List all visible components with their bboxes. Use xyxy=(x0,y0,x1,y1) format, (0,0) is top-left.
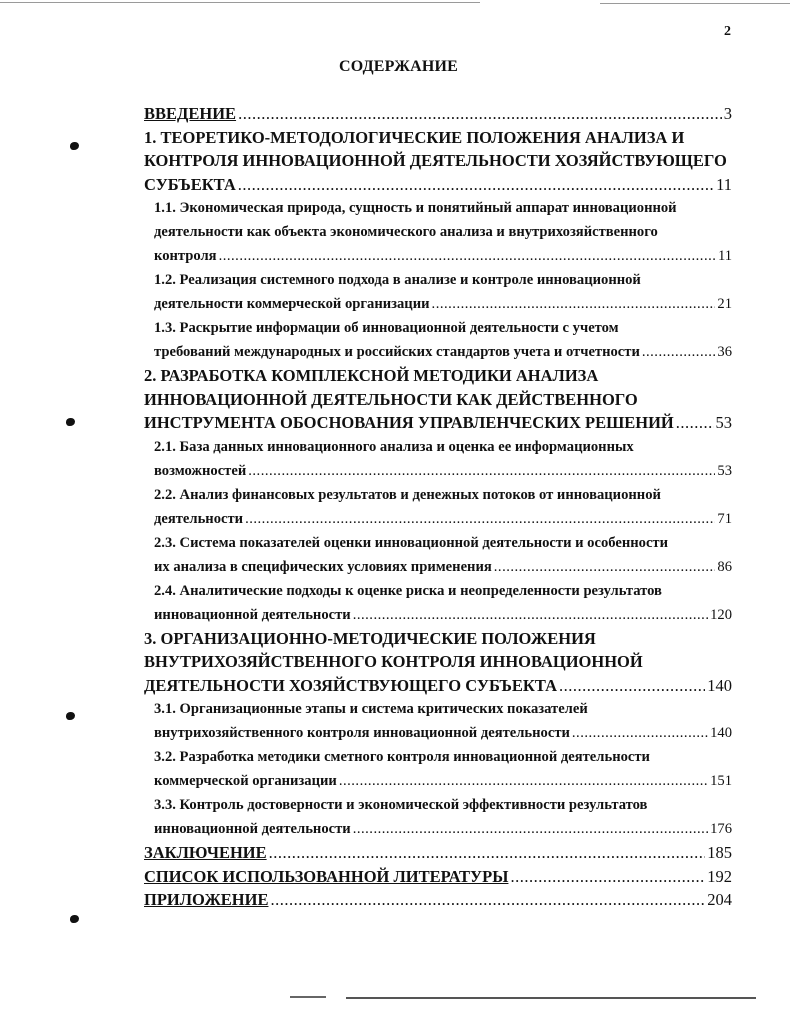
toc-entry-text: контроля xyxy=(154,248,217,264)
toc-entry-line xyxy=(154,459,732,483)
toc-section-entry xyxy=(154,793,732,841)
toc-entry-line xyxy=(154,435,732,459)
toc-entry-line xyxy=(144,173,732,197)
toc-page-number: 140 xyxy=(710,725,732,741)
toc-entry-text: ИНСТРУМЕНТА ОБОСНОВАНИЯ УПРАВЛЕНЧЕСКИХ РЕШЕНИЙ xyxy=(144,413,674,432)
toc-page-number: 53 xyxy=(715,413,732,432)
toc-chapter-entry xyxy=(144,865,732,889)
toc-entry-line xyxy=(154,244,732,268)
toc-entry-text: 3. ОРГАНИЗАЦИОННО-МЕТОДИЧЕСКИЕ ПОЛОЖЕНИЯ xyxy=(144,628,596,648)
toc-entry-text: СУБЪЕКТА xyxy=(144,174,236,194)
toc-entry-text: деятельности коммерческой организации xyxy=(154,296,430,312)
toc-entry-text: КОНТРОЛЯ ИННОВАЦИОННОЙ ДЕЯТЕЛЬНОСТИ ХОЗЯЙСТВУЮЩЕГО xyxy=(144,151,727,170)
toc-entry-line xyxy=(144,888,732,912)
toc-entry-text: ПРИЛОЖЕНИЕ xyxy=(144,890,269,909)
toc-page-number: 120 xyxy=(710,606,732,623)
toc-entry-text: деятельности как объекта экономического анализа и внутрихозяйственного xyxy=(154,224,658,240)
toc-entry-line xyxy=(144,411,732,435)
dot-leader xyxy=(219,244,716,268)
toc-entry-line xyxy=(154,340,732,364)
toc-entry-line xyxy=(154,483,732,507)
toc-entry-text: ДЕЯТЕЛЬНОСТИ ХОЗЯЙСТВУЮЩЕГО СУБЪЕКТА xyxy=(144,675,557,695)
toc-entry-line xyxy=(144,102,732,126)
toc-entry-text: 2.3. Система показателей оценки инновационной деятельности и особенности xyxy=(154,534,669,551)
toc-entry-text: ИННОВАЦИОННОЙ ДЕЯТЕЛЬНОСТИ КАК ДЕЙСТВЕННОГО xyxy=(144,389,638,409)
toc-section-entry xyxy=(154,579,732,627)
toc-section-entry xyxy=(154,196,732,268)
toc-page-number: 3 xyxy=(723,104,732,123)
dot-leader xyxy=(353,603,708,627)
toc-entry-line xyxy=(154,769,732,793)
toc-entry-text: 1.3. Раскрытие информации об инновационной деятельности с учетом xyxy=(154,320,619,336)
toc-entry-line xyxy=(154,507,732,531)
toc-section-entry xyxy=(154,531,732,579)
dot-leader xyxy=(269,841,706,865)
toc-entry-text: СПИСОК ИСПОЛЬЗОВАННОЙ ЛИТЕРАТУРЫ xyxy=(144,866,509,886)
toc-entry-line xyxy=(144,865,732,889)
binder-hole-mark xyxy=(66,418,75,426)
page-number: 2 xyxy=(724,24,731,39)
toc-entry-text: инновационной деятельности xyxy=(154,821,351,837)
toc-entry-line xyxy=(144,364,732,388)
toc-page-number: 86 xyxy=(717,558,732,575)
binder-hole-mark xyxy=(66,712,75,720)
table-of-contents xyxy=(144,102,732,912)
toc-entry-text: ВВЕДЕНИЕ xyxy=(144,104,237,123)
dot-leader xyxy=(238,102,722,126)
dot-leader xyxy=(642,340,716,364)
toc-entry-text: требований международных и российских стандартов учета и отчетности xyxy=(154,344,640,360)
toc-entry-line xyxy=(144,674,732,698)
toc-entry-line xyxy=(154,268,732,292)
toc-entry-line xyxy=(154,531,732,555)
toc-page-number: 11 xyxy=(716,174,732,194)
toc-entry-line xyxy=(154,697,732,721)
page-title: СОДЕРЖАНИЕ xyxy=(338,58,459,75)
toc-chapter-entry xyxy=(144,888,732,912)
toc-entry-text: 2.1. База данных инновационного анализа и оценка ее информационных xyxy=(154,438,634,455)
toc-entry-text: 1.2. Реализация системного подхода в анализе и контроле инновационной xyxy=(154,272,641,288)
toc-page-number: 151 xyxy=(710,773,732,789)
toc-page-number: 71 xyxy=(717,510,732,527)
toc-entry-text: 2.4. Аналитические подходы к оценке риска и неопределенности результатов xyxy=(154,582,662,599)
toc-chapter-entry xyxy=(144,627,732,698)
toc-entry-text: 2.2. Анализ финансовых результатов и денежных потоков от инновационной xyxy=(154,486,661,503)
toc-entry-line xyxy=(154,292,732,316)
toc-chapter-entry xyxy=(144,126,732,197)
toc-entry-line xyxy=(144,650,732,674)
dot-leader xyxy=(510,865,705,889)
toc-page-number: 140 xyxy=(707,675,732,695)
toc-entry-line xyxy=(144,149,732,173)
dot-leader xyxy=(248,459,715,483)
toc-entry-line xyxy=(154,316,732,340)
toc-entry-text: 3.3. Контроль достоверности и экономической эффективности результатов xyxy=(154,797,648,813)
toc-entry-line xyxy=(144,627,732,651)
dot-leader xyxy=(494,555,716,579)
toc-page-number: 36 xyxy=(717,344,732,360)
toc-entry-line xyxy=(144,388,732,412)
toc-page-number: 192 xyxy=(707,866,732,886)
dot-leader xyxy=(245,507,715,531)
toc-entry-line xyxy=(144,841,732,865)
dot-leader xyxy=(676,411,714,435)
toc-section-entry xyxy=(154,435,732,483)
toc-section-entry xyxy=(154,697,732,745)
toc-entry-text: 2. РАЗРАБОТКА КОМПЛЕКСНОЙ МЕТОДИКИ АНАЛИЗА xyxy=(144,366,599,385)
toc-entry-text: инновационной деятельности xyxy=(154,606,351,623)
toc-section-entry xyxy=(154,745,732,793)
toc-page-number: 204 xyxy=(707,890,732,909)
toc-entry-text: возможностей xyxy=(154,462,247,479)
dot-leader xyxy=(238,173,714,197)
scan-line-bottom-dash xyxy=(290,996,326,998)
toc-entry-line xyxy=(144,126,732,150)
toc-entry-text: деятельности xyxy=(154,510,244,527)
toc-section-entry xyxy=(154,483,732,531)
toc-entry-text: 3.1. Организационные этапы и система критических показателей xyxy=(154,701,588,717)
toc-entry-text: 1.1. Экономическая природа, сущность и понятийный аппарат инновационной xyxy=(154,200,677,216)
dot-leader xyxy=(572,721,708,745)
toc-section-entry xyxy=(154,316,732,364)
dot-leader xyxy=(339,769,708,793)
dot-leader xyxy=(353,817,708,841)
toc-entry-text: их анализа в специфических условиях применения xyxy=(154,558,492,575)
toc-page-number: 185 xyxy=(707,843,732,862)
toc-entry-line xyxy=(154,817,732,841)
toc-entry-text: внутрихозяйственного контроля инновационной деятельности xyxy=(154,725,570,741)
toc-entry-line xyxy=(154,721,732,745)
toc-page-number: 21 xyxy=(717,296,732,312)
toc-entry-text: коммерческой организации xyxy=(154,773,337,789)
toc-entry-line xyxy=(154,555,732,579)
dot-leader xyxy=(559,674,705,698)
scan-line-top-right xyxy=(600,3,790,4)
binder-hole-mark xyxy=(70,915,79,923)
toc-entry-text: ЗАКЛЮЧЕНИЕ xyxy=(144,843,267,862)
toc-entry-line xyxy=(154,793,732,817)
dot-leader xyxy=(432,292,716,316)
toc-entry-line xyxy=(154,579,732,603)
toc-chapter-entry xyxy=(144,364,732,435)
toc-entry-text: ВНУТРИХОЗЯЙСТВЕННОГО КОНТРОЛЯ ИННОВАЦИОННОЙ xyxy=(144,652,643,671)
toc-section-entry xyxy=(154,268,732,316)
toc-chapter-entry xyxy=(144,102,732,126)
toc-entry-line xyxy=(154,220,732,244)
toc-entry-line xyxy=(154,745,732,769)
toc-page-number: 176 xyxy=(710,821,732,837)
dot-leader xyxy=(270,888,705,912)
toc-page-number: 53 xyxy=(717,462,732,479)
toc-page-number: 11 xyxy=(717,248,732,264)
scan-line-top xyxy=(0,2,480,3)
toc-entry-text: 3.2. Разработка методики сметного контроля инновационной деятельности xyxy=(154,749,650,765)
scan-line-bottom xyxy=(346,997,756,999)
binder-hole-mark xyxy=(70,142,79,150)
toc-entry-line xyxy=(154,196,732,220)
toc-chapter-entry xyxy=(144,841,732,865)
toc-entry-line xyxy=(154,603,732,627)
toc-entry-text: 1. ТЕОРЕТИКО-МЕТОДОЛОГИЧЕСКИЕ ПОЛОЖЕНИЯ АНАЛИЗА И xyxy=(144,127,685,147)
